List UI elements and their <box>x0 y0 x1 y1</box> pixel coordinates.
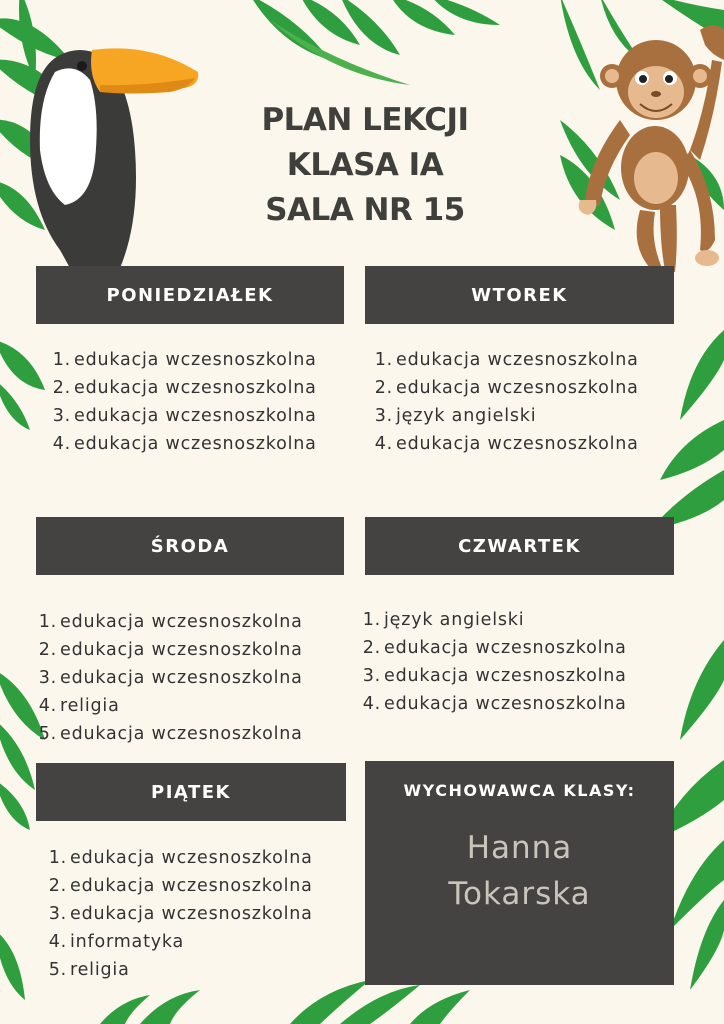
lesson-list-thursday <box>360 606 627 718</box>
title-line-2: KLASA IA <box>286 147 444 183</box>
list-item: 5. edukacja wczesnoszkolna <box>38 724 303 744</box>
day-header-friday: PIĄTEK <box>36 763 346 821</box>
title-line-1: PLAN LEKCJI <box>261 102 469 138</box>
day-header-wednesday: ŚRODA <box>36 517 344 575</box>
list-item: 1. edukacja wczesnoszkolna <box>48 848 313 868</box>
page-title <box>190 98 540 233</box>
teacher-box <box>365 761 674 985</box>
list-item: 4. informatyka <box>48 932 185 952</box>
teacher-last-name: Tokarska <box>448 876 591 912</box>
list-item: 4. edukacja wczesnoszkolna <box>362 694 627 714</box>
palm-leaf-bottom <box>100 980 470 1024</box>
list-item: 4. edukacja wczesnoszkolna <box>52 434 317 454</box>
list-item: 3. język angielski <box>374 406 537 426</box>
list-item: 2. edukacja wczesnoszkolna <box>48 876 313 896</box>
list-item: 4. religia <box>38 696 120 716</box>
list-item: 5. religia <box>48 960 130 980</box>
list-item: 1. edukacja wczesnoszkolna <box>374 350 639 370</box>
list-item: 4. edukacja wczesnoszkolna <box>374 434 639 454</box>
teacher-name <box>365 825 674 917</box>
toucan-illustration <box>30 48 198 268</box>
list-item: 1. edukacja wczesnoszkolna <box>52 350 317 370</box>
list-item: 1. edukacja wczesnoszkolna <box>38 612 303 632</box>
title-line-3: SALA NR 15 <box>265 192 465 228</box>
list-item: 2. edukacja wczesnoszkolna <box>52 378 317 398</box>
list-item: 2. edukacja wczesnoszkolna <box>362 638 627 658</box>
lesson-list-tuesday <box>372 346 639 458</box>
monkey-illustration <box>579 25 724 281</box>
list-item: 3. edukacja wczesnoszkolna <box>52 406 317 426</box>
list-item: 3. edukacja wczesnoszkolna <box>48 904 313 924</box>
palm-leaf-top-middle <box>250 0 500 85</box>
list-item: 2. edukacja wczesnoszkolna <box>374 378 639 398</box>
lesson-list-friday <box>46 844 313 984</box>
lesson-list-wednesday <box>36 608 303 748</box>
teacher-label: WYCHOWAWCA KLASY: <box>403 781 636 800</box>
day-header-thursday: CZWARTEK <box>365 517 674 575</box>
lesson-list-monday <box>50 346 317 458</box>
list-item: 3. edukacja wczesnoszkolna <box>38 668 303 688</box>
list-item: 2. edukacja wczesnoszkolna <box>38 640 303 660</box>
list-item: 1. język angielski <box>362 610 525 630</box>
list-item: 3. edukacja wczesnoszkolna <box>362 666 627 686</box>
day-header-monday: PONIEDZIAŁEK <box>36 266 344 324</box>
teacher-first-name: Hanna <box>466 830 573 866</box>
day-header-tuesday: WTOREK <box>365 266 674 324</box>
